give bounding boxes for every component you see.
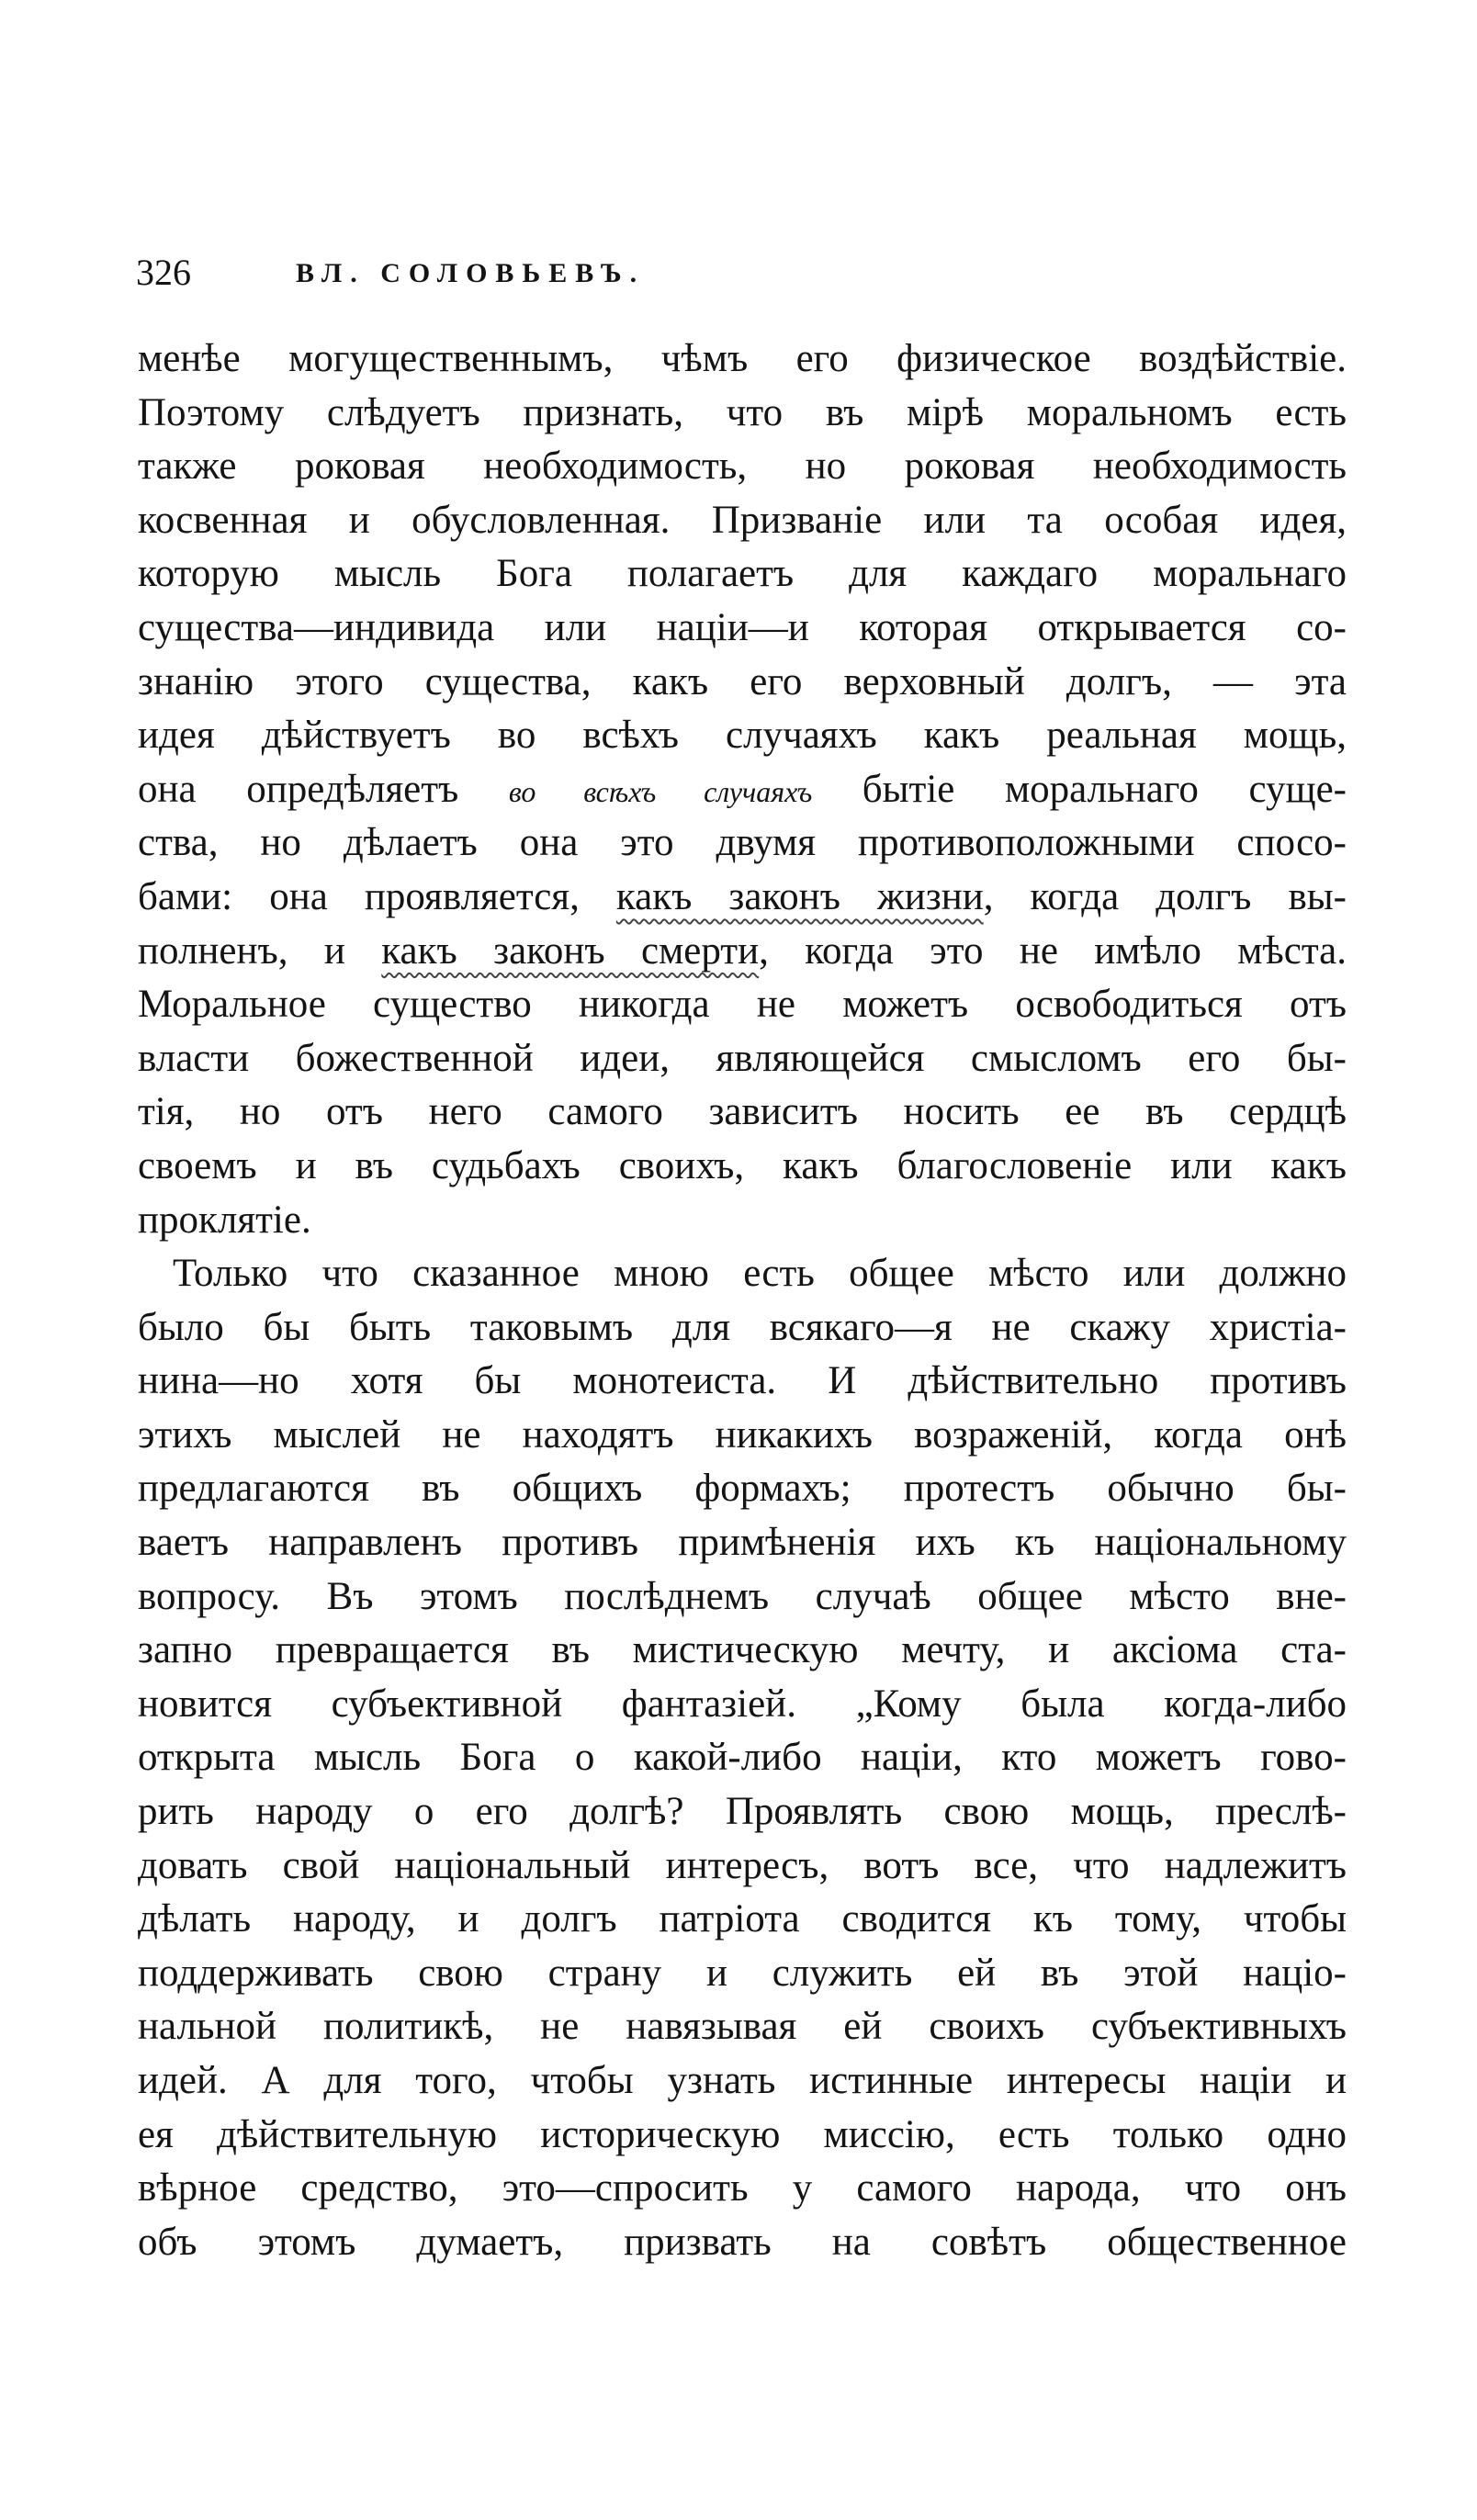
text-segment: дѣлать народу, и долгъ патріота сводится къ тому, чтобы [138,1897,1347,1941]
text-line [138,1785,1347,1839]
text-line [138,547,1347,602]
text-line-content [138,978,1347,1032]
text-segment: знанію этого существа, какъ его верховный долгъ, — эта [138,659,1347,703]
text-segment: существа—индивида или націи—и которая открывается со- [138,605,1347,649]
text-segment: , когда долгъ вы- [983,874,1347,918]
text-line-content [138,871,1347,925]
text-line-content [138,1731,1347,1785]
text-line [138,656,1347,710]
text-line [138,1839,1347,1894]
text-line [138,1624,1347,1678]
text-line-content [138,1086,1347,1140]
text-line-content [138,2216,1347,2270]
text-segment: Моральное существо никогда не можетъ освободиться отъ [138,983,1347,1027]
text-line-content [138,1409,1347,1463]
text-line [138,602,1347,656]
text-line [138,1462,1347,1516]
text-segment: бами: она проявляется, [138,874,616,918]
text-line [138,1247,1347,1301]
text-line [138,1409,1347,1463]
text-line [138,1947,1347,2001]
text-line [138,1032,1347,1086]
text-line-content [138,925,1347,979]
text-line [138,925,1347,979]
text-segment: объ этомъ думаетъ, призвать на совѣтъ общественное [138,2220,1347,2264]
page-number: 326 [136,252,191,293]
text-line-content [138,763,1347,819]
text-line-content [138,816,1347,871]
text-line-content [173,1247,1347,1301]
text-line [138,2000,1347,2054]
text-line [138,1086,1347,1140]
text-line [138,816,1347,871]
text-segment: вѣрное средство, это—спросить у самого народа, что онъ [138,2166,1347,2211]
text-segment: полненъ, и [138,928,382,973]
text-segment: также роковая необходимость, но роковая необходимость [138,444,1347,489]
running-title: ВЛ. СОЛОВЬЕВЪ. [296,258,646,288]
text-segment: предлагаются въ общихъ формахъ; протестъ обычно бы- [138,1467,1347,1511]
text-segment: идея дѣйствуетъ во всѣхъ случаяхъ какъ реальная мощь, [138,714,1347,758]
text-segment: менѣе могущественнымъ, чѣмъ его физическое воздѣйствіе. [138,337,1347,380]
pencil-underlined-phrase: какъ законъ жизни [615,874,984,918]
text-line-content [138,2109,1347,2163]
text-line [138,978,1347,1032]
text-line-content [138,2000,1347,2054]
text-segment: , когда это не имѣло мѣста. [759,928,1347,973]
text-line-content [138,656,1347,710]
text-line [138,440,1347,494]
text-segment: бытіе моральнаго суще- [812,767,1347,811]
text-segment: поддерживать свою страну и служить ей въ этой націо- [138,1951,1347,1995]
text-line-content [138,1140,1347,1194]
body-text [138,332,1347,2269]
text-line-content [138,1516,1347,1570]
text-line-content [138,602,1347,656]
text-line-content [138,1462,1347,1516]
text-segment: она опредѣляетъ [138,767,509,811]
text-segment: косвенная и обусловленная. Призваніе или та особая идея, [138,498,1347,542]
text-line [138,1194,1347,1248]
text-line-content [138,1570,1347,1625]
text-line [138,1516,1347,1570]
text-segment: Только что сказанное мною есть общее мѣсто или должно [173,1252,1347,1296]
text-segment: идей. А для того, чтобы узнать истинные интересы націи и [138,2059,1347,2102]
text-line [138,1355,1347,1409]
text-line [138,1570,1347,1625]
text-line [138,763,1347,817]
text-line [138,494,1347,548]
text-segment: этихъ мыслей не находятъ никакихъ возраженій, когда онѣ [138,1412,1347,1457]
text-line-content [138,1839,1347,1894]
text-segment: вопросу. Въ этомъ послѣднемъ случаѣ общее мѣсто вне- [138,1574,1347,1618]
text-line [138,387,1347,441]
text-line [138,1678,1347,1732]
text-line-content [138,1301,1347,1356]
text-segment: запно превращается въ мистическую мечту, и аксіома ста- [138,1628,1347,1672]
text-line-content [138,1678,1347,1732]
text-line-content [138,547,1347,602]
text-segment: проклятіе. [138,1198,311,1242]
text-segment: своемъ и въ судьбахъ своихъ, какъ благословеніе или какъ [138,1143,1347,1187]
text-line-content [138,387,1347,441]
text-line-content [138,1032,1347,1086]
text-line [138,1301,1347,1356]
text-line [138,2162,1347,2216]
text-line [138,2109,1347,2163]
text-line-content [138,2054,1347,2109]
text-line [138,2216,1347,2270]
text-segment: ея дѣйствительную историческую миссію, есть только одно [138,2112,1347,2156]
text-segment: которую мысль Бога полагаетъ для каждаго моральнаго [138,552,1347,596]
text-segment: новится субъективной фантазіей. „Кому была когда-либо [138,1682,1347,1726]
text-line-content [138,1785,1347,1839]
text-line-content [138,1194,311,1248]
text-line-content [138,332,1347,387]
text-segment: рить народу о его долгѣ? Проявлять свою мощь, преслѣ- [138,1790,1347,1834]
text-segment: ства, но дѣлаетъ она это двумя противоположными спосо- [138,821,1347,865]
text-line-content [138,1624,1347,1678]
italic-emphasis: во всѣхъ случаяхъ [508,774,813,808]
text-segment: открыта мысль Бога о какой-либо націи, кто можетъ гово- [138,1736,1347,1780]
text-line-content [138,440,1347,494]
text-segment: нина—но хотя бы монотеиста. И дѣйствительно противъ [138,1359,1347,1403]
text-line [138,332,1347,387]
text-segment: тія, но отъ него самого зависитъ носить ее въ сердцѣ [138,1090,1347,1134]
text-line-content [138,709,1347,763]
text-line-content [138,2162,1347,2216]
text-line-content [138,1355,1347,1409]
text-line [138,709,1347,763]
text-line-content [138,1947,1347,2001]
text-line [138,871,1347,925]
text-segment: ваетъ направленъ противъ примѣненія ихъ къ національному [138,1521,1347,1565]
text-segment: Поэтому слѣдуетъ признать, что въ мірѣ моральномъ есть [138,390,1347,434]
text-segment: нальной политикѣ, не навязывая ей своихъ субъективныхъ [138,2005,1347,2049]
text-line [138,1731,1347,1785]
text-segment: было бы быть таковымъ для всякаго—я не скажу христіа- [138,1305,1347,1349]
text-line-content [138,1893,1347,1947]
text-segment: довать свой національный интересъ, вотъ все, что надлежитъ [138,1843,1347,1887]
pencil-underlined-phrase: какъ законъ смерти [381,928,760,973]
text-line-content [138,494,1347,548]
text-line [138,2054,1347,2109]
text-line [138,1140,1347,1194]
text-line [138,1893,1347,1947]
text-segment: власти божественной идеи, являющейся смысломъ его бы- [138,1036,1347,1080]
